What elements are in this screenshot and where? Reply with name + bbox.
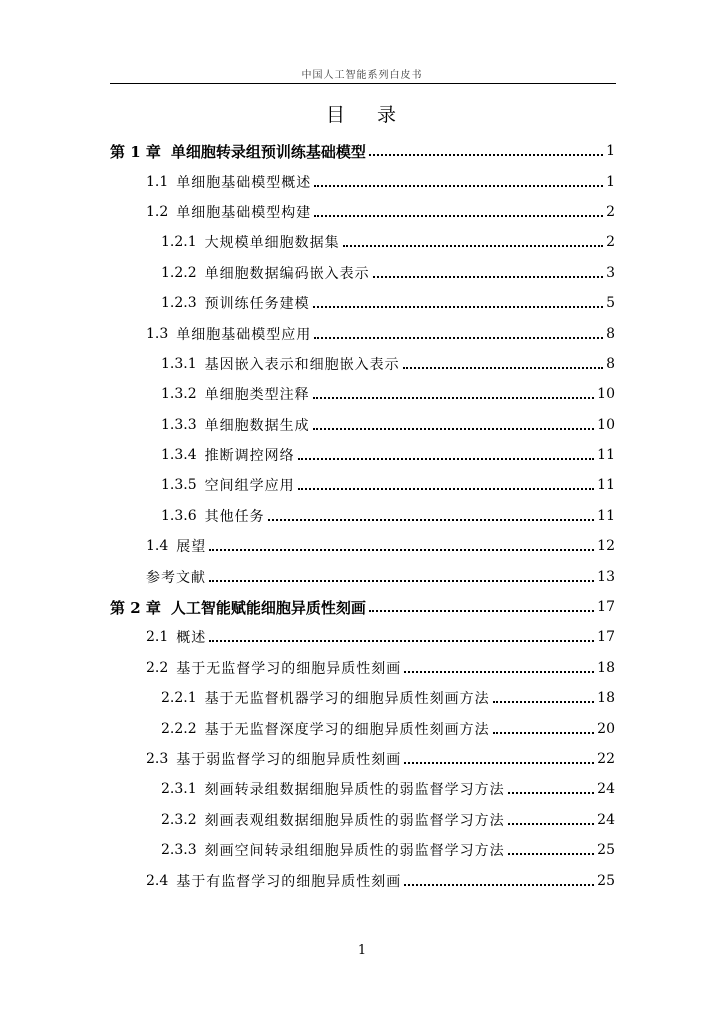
dot-leader (313, 397, 595, 399)
toc-entry-page: 8 (606, 355, 615, 372)
toc-entry-page: 2 (606, 234, 615, 251)
toc-entry-label: 单细胞数据编码嵌入表示 (204, 265, 370, 282)
toc-entry[interactable] (0, 349, 724, 379)
toc-entry-page: 10 (597, 386, 615, 403)
dot-leader (508, 792, 595, 794)
toc-entry-label: 空间组学应用 (204, 478, 295, 495)
toc-entry[interactable] (0, 470, 724, 500)
dot-leader (209, 549, 594, 551)
toc-entry-number: 1.3 (146, 325, 169, 342)
toc-entry-number: 1.3.5 (161, 477, 197, 494)
dot-leader (298, 488, 595, 490)
toc-entry-number: 2.1 (146, 629, 169, 646)
toc-entry-number: 2.2 (146, 659, 169, 676)
toc-entry-number: 第 2 章 (110, 598, 161, 617)
dot-leader (268, 519, 595, 521)
toc-entry[interactable] (0, 774, 724, 804)
toc-entry-page: 13 (597, 568, 615, 585)
dot-leader (403, 367, 603, 369)
dot-leader (209, 640, 594, 642)
toc-entry[interactable] (0, 622, 724, 652)
toc-entry-label: 单细胞基础模型概述 (176, 174, 312, 191)
toc-entry-label: 展望 (176, 539, 207, 556)
toc-entry-page: 25 (597, 872, 615, 889)
toc-entry-label: 其他任务 (204, 508, 265, 525)
toc-entry-number: 1.3.4 (161, 447, 197, 464)
dot-leader (314, 185, 603, 187)
toc-entry-page: 25 (597, 842, 615, 859)
toc-entry-label: 单细胞类型注释 (204, 387, 310, 404)
toc-entry-page: 2 (606, 203, 615, 220)
toc-entry[interactable] (0, 166, 724, 196)
toc-entry-number: 1.2.1 (161, 234, 197, 251)
toc-entry[interactable] (0, 410, 724, 440)
toc-entry-number: 1.2 (146, 203, 169, 220)
toc-entry[interactable] (0, 197, 724, 227)
toc-entry-page: 17 (597, 599, 615, 616)
toc-entry-label: 基于弱监督学习的细胞异质性刻画 (176, 752, 402, 768)
toc-entry-page: 1 (606, 143, 615, 160)
toc-entry-page: 11 (597, 477, 615, 494)
dot-leader (343, 245, 603, 247)
toc-entry[interactable] (0, 501, 724, 531)
toc-entry-number: 2.2.2 (161, 720, 197, 737)
dot-leader (313, 428, 595, 430)
toc-entry-label: 单细胞数据生成 (204, 417, 310, 434)
toc-entry-page: 18 (597, 659, 615, 676)
toc-entry-label: 基于无监督深度学习的细胞异质性刻画方法 (204, 721, 490, 738)
toc-entry-number: 2.2.1 (161, 690, 197, 707)
dot-leader (314, 215, 603, 217)
toc-entry-number: 1.3.2 (161, 386, 197, 403)
toc-entry-number: 2.3.1 (161, 781, 197, 798)
dot-leader (404, 884, 594, 886)
dot-leader (373, 276, 603, 278)
toc-entry-label: 单细胞基础模型应用 (176, 326, 312, 343)
toc-entry[interactable] (0, 227, 724, 257)
toc-entry[interactable] (0, 288, 724, 318)
toc-list (0, 136, 724, 896)
toc-entry-page: 5 (606, 295, 615, 312)
dot-leader (493, 732, 595, 734)
toc-chapter-entry[interactable] (0, 592, 724, 622)
toc-entry-number: 1.4 (146, 538, 169, 555)
toc-entry-number: 2.4 (146, 872, 169, 889)
toc-entry-number: 1.2.3 (161, 295, 197, 312)
toc-entry[interactable] (0, 531, 724, 561)
toc-entry-label: 刻画表观组数据细胞异质性的弱监督学习方法 (204, 812, 505, 829)
dot-leader (404, 762, 594, 764)
dot-leader (508, 823, 595, 825)
toc-entry-label: 单细胞基础模型构建 (176, 204, 312, 221)
toc-entry[interactable] (0, 318, 724, 348)
toc-entry[interactable] (0, 440, 724, 470)
toc-entry-number: 1.3.6 (161, 507, 197, 524)
toc-entry[interactable] (0, 258, 724, 288)
toc-entry-label: 基于无监督机器学习的细胞异质性刻画方法 (204, 691, 490, 708)
dot-leader (209, 580, 594, 582)
toc-entry[interactable] (0, 653, 724, 683)
toc-entry-page: 10 (597, 416, 615, 433)
toc-entry-label: 预训练任务建模 (204, 296, 310, 313)
toc-entry[interactable] (0, 379, 724, 409)
header-divider (110, 83, 616, 84)
toc-entry[interactable] (0, 835, 724, 865)
toc-entry-number: 2.3.2 (161, 811, 197, 828)
toc-entry[interactable] (0, 805, 724, 835)
page-number: 1 (357, 943, 367, 958)
toc-entry-label: 基因嵌入表示和细胞嵌入表示 (204, 356, 400, 373)
toc-entry-label: 大规模单细胞数据集 (204, 235, 340, 252)
dot-leader (369, 154, 603, 156)
toc-entry-number: 1.3.1 (161, 355, 197, 372)
toc-entry-page: 24 (597, 811, 615, 828)
toc-entry-page: 24 (597, 781, 615, 798)
dot-leader (493, 701, 595, 703)
toc-entry-page: 17 (597, 629, 615, 646)
toc-entry-number: 2.3.3 (161, 842, 197, 859)
toc-entry-label: 概述 (176, 630, 207, 647)
toc-entry-page: 11 (597, 507, 615, 524)
dot-leader (369, 610, 594, 612)
toc-entry-label: 推断调控网络 (204, 448, 295, 465)
toc-entry-label: 刻画空间转录组细胞异质性的弱监督学习方法 (204, 843, 505, 860)
toc-entry-page: 22 (597, 751, 615, 767)
dot-leader (404, 671, 594, 673)
toc-entry-label: 人工智能赋能细胞异质性刻画 (170, 598, 366, 617)
toc-chapter-entry[interactable] (0, 136, 724, 166)
toc-entry[interactable] (0, 865, 724, 895)
dot-leader (508, 853, 595, 855)
toc-entry-page: 8 (606, 325, 615, 342)
toc-entry-number: 1.3.3 (161, 416, 197, 433)
toc-entry-number: 1.2.2 (161, 264, 197, 281)
dot-leader (298, 458, 595, 460)
toc-entry[interactable] (0, 683, 724, 713)
toc-entry-label: 基于有监督学习的细胞异质性刻画 (176, 873, 402, 890)
toc-entry-number: 1.1 (146, 173, 169, 190)
toc-title: 目 录 (325, 104, 399, 126)
toc-entry[interactable] (0, 561, 724, 591)
toc-entry-page: 20 (597, 720, 615, 737)
toc-entry[interactable] (0, 713, 724, 743)
toc-entry-number: 2.3 (146, 751, 169, 767)
toc-entry[interactable] (0, 744, 724, 774)
toc-entry-page: 1 (606, 173, 615, 190)
toc-entry-number: 第 1 章 (110, 142, 161, 161)
toc-entry-label: 刻画转录组数据细胞异质性的弱监督学习方法 (204, 782, 505, 799)
toc-entry-label: 单细胞转录组预训练基础模型 (170, 142, 366, 161)
toc-entry-label: 参考文献 (146, 569, 206, 586)
toc-entry-page: 12 (597, 538, 615, 555)
running-header: 中国人工智能系列白皮书 (301, 70, 423, 81)
toc-entry-label: 基于无监督学习的细胞异质性刻画 (176, 660, 402, 677)
dot-leader (313, 306, 603, 308)
toc-entry-page: 3 (606, 264, 615, 281)
dot-leader (314, 337, 603, 339)
toc-entry-page: 18 (597, 690, 615, 707)
toc-entry-page: 11 (597, 447, 615, 464)
